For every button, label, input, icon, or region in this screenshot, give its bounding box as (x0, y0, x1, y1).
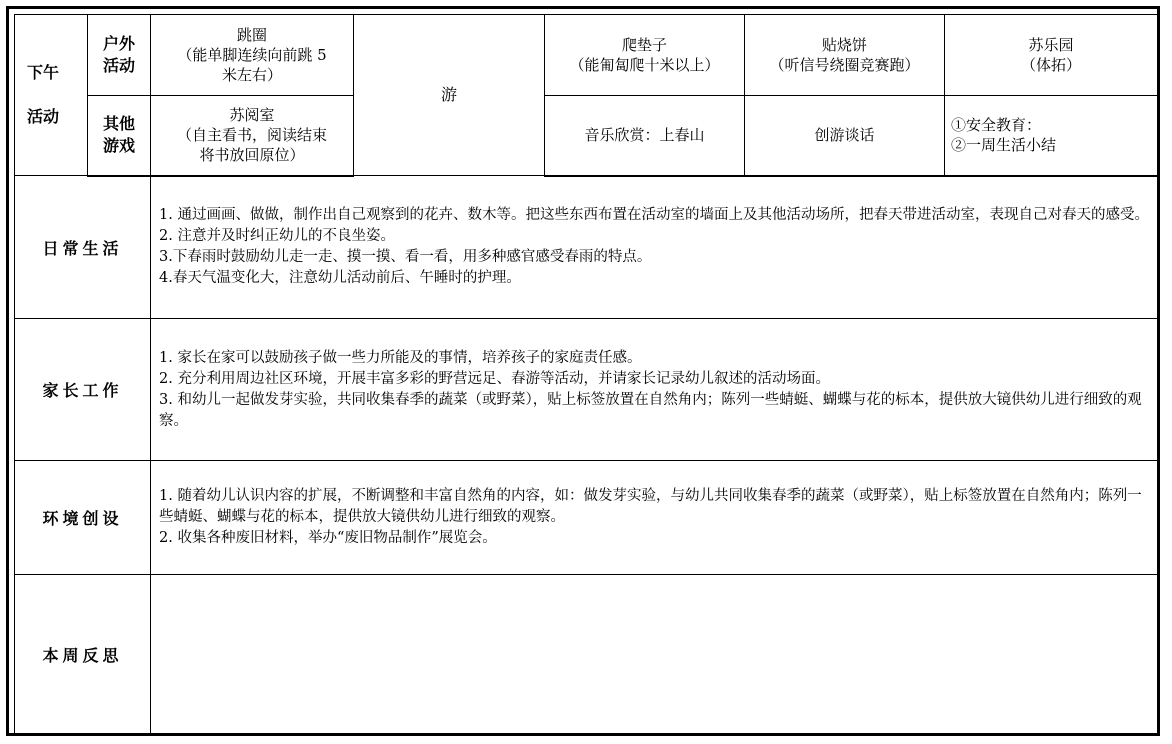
section-content-daily-life (151, 176, 1158, 319)
content-line: 2. 收集各种废旧材料，举办“废旧物品制作”展览会。 (159, 530, 497, 546)
cell-line: 爬垫子 (621, 36, 667, 54)
weekly-plan-table (14, 14, 1158, 735)
other-cell-3 (545, 96, 745, 176)
cell-line: 米左右） (221, 66, 282, 84)
content-line: 1. 家长在家可以鼓励孩子做一些力所能及的事情，培养孩子的家庭责任感。 (159, 349, 642, 366)
afternoon-label-line2: 活动 (27, 107, 60, 126)
content-line: 2. 充分利用周边社区环境，开展丰富多彩的野营远足、春游等活动，并请家长记录幼儿叙述的活动场面。 (159, 370, 830, 387)
you-cell: 游 (354, 15, 545, 176)
cell-line: 音乐欣赏：上春山 (584, 126, 705, 145)
cell-line: ①安全教育： (951, 116, 1042, 135)
cell-line: 苏乐园 (1028, 36, 1074, 54)
outdoor-cell-3 (545, 15, 745, 96)
cell-line: （能匍匐爬十米以上） (569, 56, 720, 74)
content-line: 2. 注意并及时纠正幼儿的不良坐姿。 (159, 228, 395, 245)
cell-line: 将书放回原位） (199, 146, 305, 165)
cell-line: （听信号绕圈竞赛跑） (769, 56, 920, 74)
section-title-reflection: 本周反思 (15, 575, 151, 735)
cell-line: 创游谈话 (814, 126, 875, 145)
other-label-line1: 其他 (102, 114, 135, 134)
cell-line: （体拓） (1020, 56, 1081, 74)
afternoon-label-line1: 下午 (27, 63, 60, 82)
cell-line: 跳圈 (236, 26, 267, 44)
section-title-environment: 环境创设 (15, 461, 151, 575)
section-title-parent-work: 家长工作 (15, 319, 151, 461)
outdoor-cell-4 (745, 15, 945, 96)
cell-line: （自主看书，阅读结束 (176, 126, 327, 145)
cell-line: 苏阅室 (229, 106, 275, 125)
cell-line: （能单脚连续向前跳 5 (177, 46, 327, 64)
section-content-reflection (151, 575, 1158, 735)
other-label-line2: 游戏 (102, 136, 135, 156)
content-line: 4.春天气温变化大，注意幼儿活动前后、午睡时的护理。 (159, 270, 521, 287)
outdoor-activity-label (88, 15, 151, 96)
content-line: 3.下春雨时鼓励幼儿走一走、摸一摸、看一看，用多种感官感受春雨的特点。 (159, 249, 652, 266)
outdoor-cell-1 (151, 15, 354, 96)
section-content-environment (151, 461, 1158, 575)
section-title-daily-life: 日常生活 (15, 176, 151, 319)
outdoor-cell-5 (945, 15, 1158, 96)
other-cell-5 (945, 96, 1158, 176)
other-cell-1 (151, 96, 354, 176)
content-line: 1. 通过画画、做做，制作出自己观察到的花卉、数木等。把这些东西布置在活动室的墙面上及其他活动场所，把春天带进活动室，表现自己对春天的感受。 (159, 207, 1149, 224)
content-line: 3. 和幼儿一起做发芽实验，共同收集春季的蔬菜（或野菜），贴上标签放置在自然角内；陈列一些蜻蜓、蝴蝶与花的标本，提供放大镜供幼儿进行细致的观察。 (159, 391, 1142, 429)
other-cell-4 (745, 96, 945, 176)
cell-line: ②一周生活小结 (951, 136, 1057, 155)
cell-line: 贴烧饼 (821, 36, 867, 54)
other-games-label (88, 96, 151, 176)
section-content-parent-work (151, 319, 1158, 461)
afternoon-activity-label (15, 15, 88, 176)
outdoor-label-line2: 活动 (102, 56, 135, 75)
content-line: 1. 随着幼儿认识内容的扩展，不断调整和丰富自然角的内容，如：做发芽实验，与幼儿共同收集春季的蔬菜（或野菜），贴上标签放置在自然角内；陈列一些蜻蜓、蝴蝶与花的标本，提供放大镜供幼儿进行细致的观察。 (159, 488, 1142, 525)
outdoor-label-line1: 户外 (102, 34, 135, 53)
